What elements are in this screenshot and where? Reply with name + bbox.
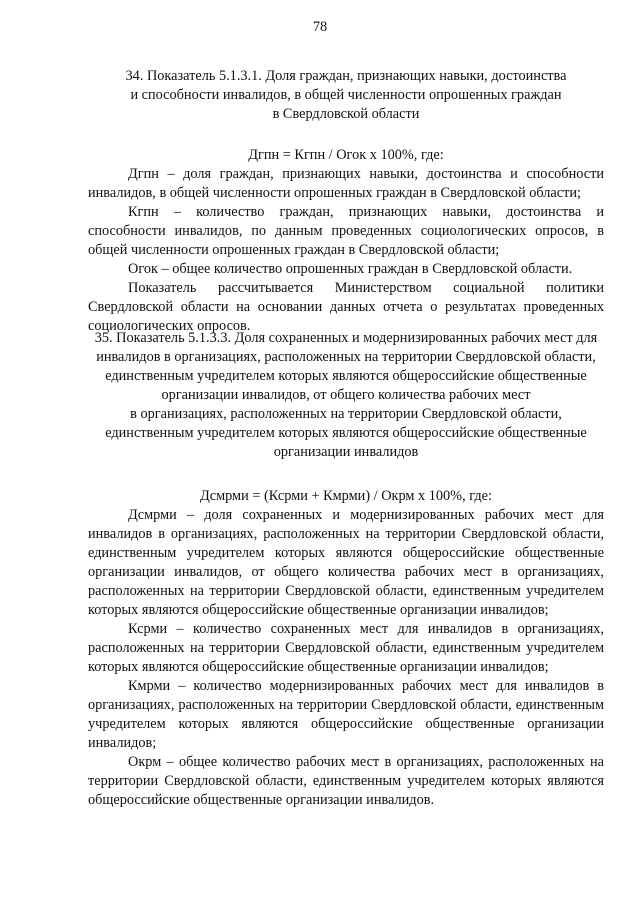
section-35-heading [88,329,604,462]
definition-ksrmi: Ксрми – количество сохраненных мест для инвалидов в организациях, расположенных на территории Свердловской области, единственным учредителем которых являются общероссийские общественные организации инвалидов; [88,621,604,675]
heading-line: 35. Показатель 5.1.3.3. Доля сохраненных и модернизированных рабочих мест для [94,330,598,346]
definition-okrm: Окрм – общее количество рабочих мест в организациях, расположенных на территории Свердловской области, единственным учредителем которых являются общероссийские общественные организации инвалидов. [88,754,604,808]
heading-line: и способности инвалидов, в общей численности опрошенных граждан [130,87,562,103]
heading-line: единственным учредителем которых являются общероссийские общественные [105,368,587,384]
page-number: 78 [312,19,328,35]
heading-line: единственным учредителем которых являются общероссийские общественные [105,425,587,441]
heading-line: организации инвалидов, от общего количества рабочих мест [161,387,531,403]
heading-line: в Свердловской области [272,106,420,122]
definition-kmrmi: Кмрми – количество модернизированных рабочих мест для инвалидов в организациях, расположенных на территории Свердловской области, единственным учредителем которых являются общероссийские общественные организации инвалидов; [88,678,604,751]
heading-line: в организациях, расположенных на территории Свердловской области, [130,406,562,422]
definition-ogok: Огок – общее количество опрошенных граждан в Свердловской области. [128,261,573,277]
section-34 [88,67,604,336]
calculation-note: Показатель рассчитывается Министерством социальной политики Свердловской области на основании данных отчета о результатах проведенных социологических опросов. [88,280,604,334]
heading-line: 34. Показатель 5.1.3.1. Доля граждан, признающих навыки, достоинства [125,68,567,84]
section-35 [88,329,604,810]
heading-line: инвалидов в организациях, расположенных на территории Свердловской области, [96,349,596,365]
definition-dsmrmi: Дсмрми – доля сохраненных и модернизированных рабочих мест для инвалидов в организациях, расположенных на территории Свердловской области, единственным учредителем которых являются общероссийские общественные организации инвалидов, от общего количества рабочих мест в организациях, расположенных на территории Свердловской области, единственным учредителем которых являются общероссийские общественные организации инвалидов; [88,507,604,618]
heading-line: организации инвалидов [273,444,419,460]
section-34-heading [88,67,604,124]
section-34-formula: Дгпн = Кгпн / Огок х 100%, где: [248,147,444,163]
definition-kgpn: Кгпн – количество граждан, признающих навыки, достоинства и способности инвалидов, по данным проведенных социологических опросов, в общей численности опрошенных граждан в Свердловской области; [88,204,604,258]
definition-dgpn: Дгпн – доля граждан, признающих навыки, достоинства и способности инвалидов, в общей численности опрошенных граждан в Свердловской области; [88,166,604,201]
section-35-formula: Дсмрми = (Ксрми + Кмрми) / Окрм х 100%, где: [199,488,492,504]
